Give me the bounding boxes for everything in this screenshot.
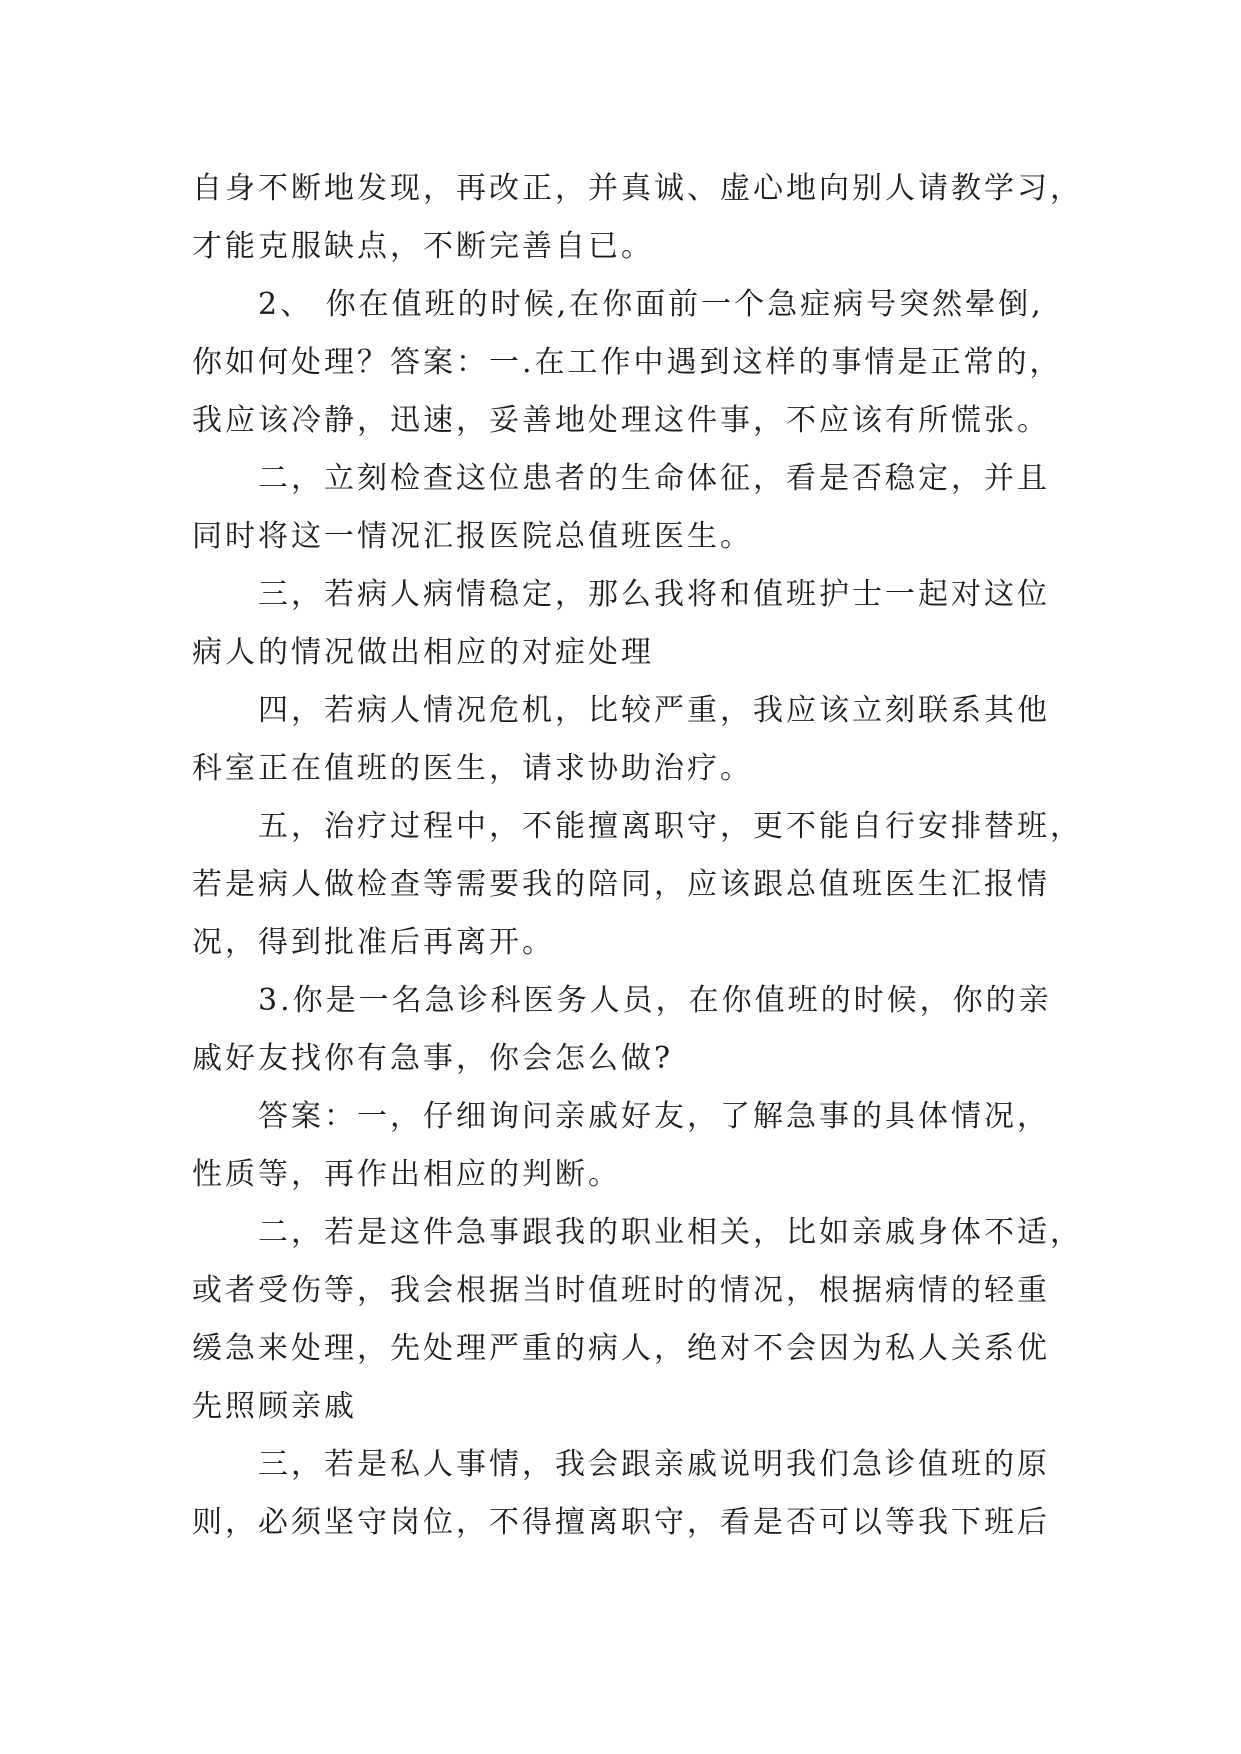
text-line: 自身不断地发现，再改正，并真诚、虚心地向别人请教学习，	[192, 171, 1083, 206]
text-line: 性质等，再作出相应的判断。	[192, 1157, 621, 1192]
text-line: 病人的情况做出相应的对症处理	[192, 635, 654, 670]
text-line: 我应该冷静，迅速，妥善地处理这件事，不应该有所慌张。	[192, 403, 1050, 438]
text-line: 你如何处理？答案：一.在工作中遇到这样的事情是正常的，	[192, 345, 1063, 380]
text-line: 科室正在值班的医生，请求协助治疗。	[192, 751, 753, 786]
text-line: 况，得到批准后再离开。	[192, 925, 555, 960]
text-line: 2、 你在值班的时候,在你面前一个急症病号突然晕倒,	[258, 287, 1044, 322]
text-line: 三，若病人病情稳定，那么我将和值班护士一起对这位	[258, 577, 1050, 612]
text-line: 或者受伤等，我会根据当时值班时的情况，根据病情的轻重	[192, 1273, 1050, 1308]
text-line: 先照顾亲戚	[192, 1389, 357, 1424]
text-line: 二，若是这件急事跟我的职业相关，比如亲戚身体不适，	[258, 1215, 1083, 1250]
text-line: 四，若病人情况危机，比较严重，我应该立刻联系其他	[258, 693, 1050, 728]
text-line: 则，必须坚守岗位，不得擅离职守，看是否可以等我下班后	[192, 1505, 1050, 1540]
text-line: 二，立刻检查这位患者的生命体征，看是否稳定，并且	[258, 461, 1050, 496]
text-line: 若是病人做检查等需要我的陪同，应该跟总值班医生汇报情	[192, 867, 1050, 902]
text-line: 才能克服缺点，不断完善自已。	[192, 229, 654, 264]
text-line: 五，治疗过程中，不能擅离职守，更不能自行安排替班，	[258, 809, 1083, 844]
text-line: 缓急来处理，先处理严重的病人，绝对不会因为私人关系优	[192, 1331, 1050, 1366]
text-line: 三，若是私人事情，我会跟亲戚说明我们急诊值班的原	[258, 1447, 1050, 1482]
text-line: 同时将这一情况汇报医院总值班医生。	[192, 519, 753, 554]
text-line: 答案：一，仔细询问亲戚好友，了解急事的具体情况，	[258, 1099, 1050, 1134]
text-line: 3.你是一名急诊科医务人员，在你值班的时候，你的亲	[258, 983, 1052, 1018]
document-body	[192, 160, 1092, 1552]
text-line: 戚好友找你有急事，你会怎么做?	[192, 1041, 674, 1076]
